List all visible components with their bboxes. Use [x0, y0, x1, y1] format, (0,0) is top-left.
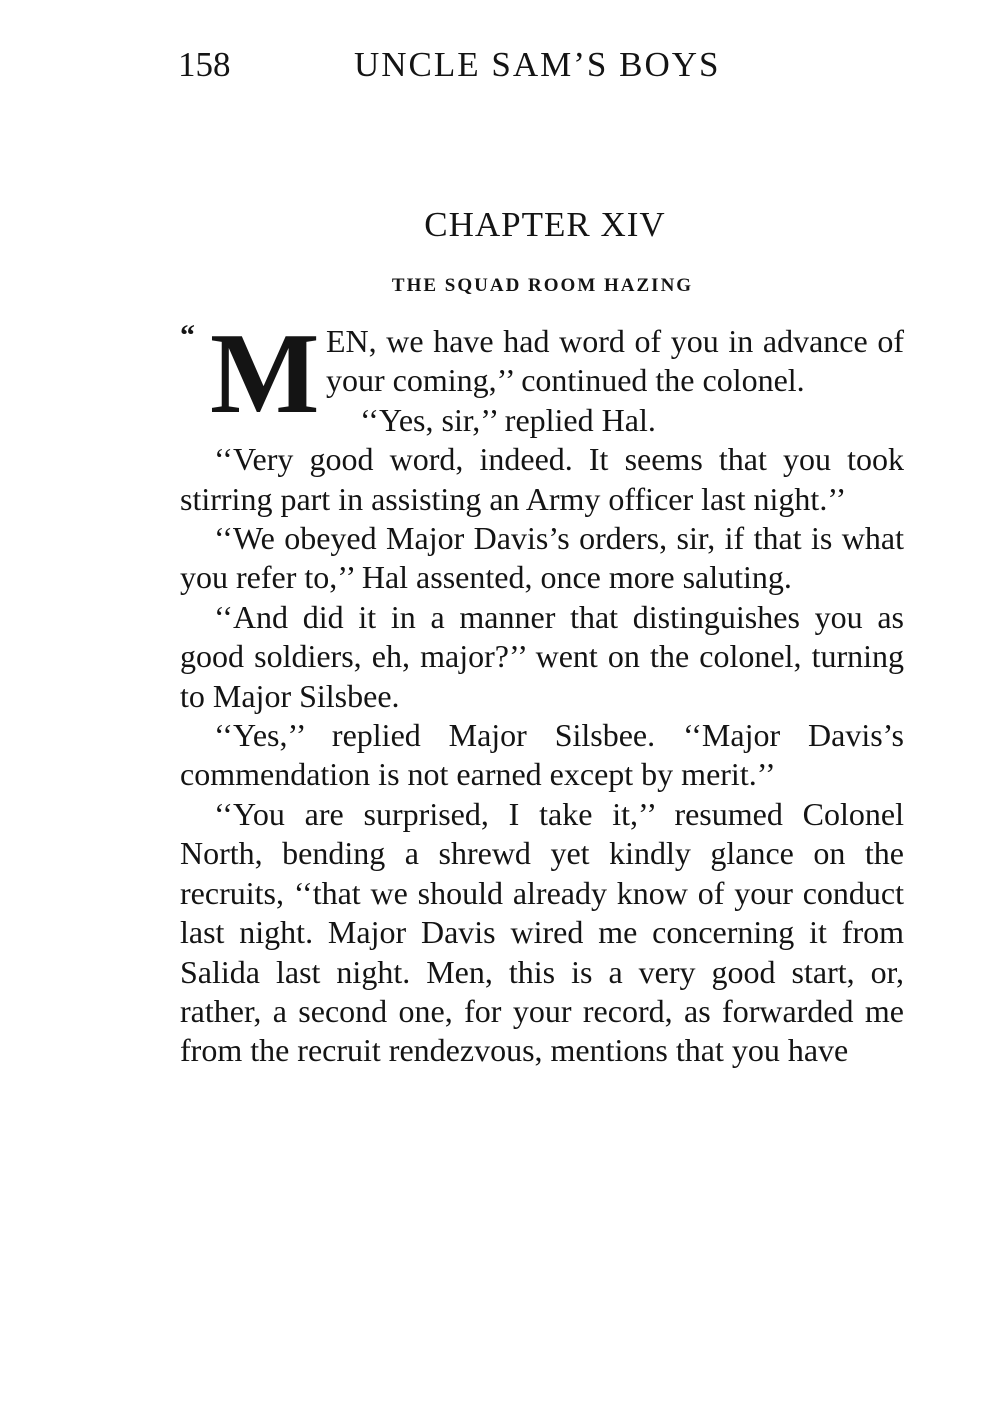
drop-cap-quote: “	[180, 319, 195, 352]
drop-cap	[180, 310, 326, 438]
paragraph: ‘‘We obeyed Major Davis’s orders, sir, if that is what you refer to,’’ Hal assented, once more saluting.	[180, 520, 904, 596]
body-text	[180, 310, 904, 1071]
running-title: UNCLE SAM’S BOYS	[354, 45, 721, 84]
page-number: 158	[178, 45, 231, 84]
paragraph: ‘‘You are surprised, I take it,’’ resumed Colonel North, bending a shrewd yet kindly glance on the recruits, ‘‘that we should already know of your conduct last night. Major Davis wired me concerning it from Salida last night. Men, this is a very good start, or, rather, a second one, for your record, as forwarded me from the recruit rendezvous, mentions that you have	[180, 795, 904, 1069]
paragraph: ‘‘And did it in a manner that distinguishes you as good soldiers, eh, major?’’ went on the colonel, turning to Major Silsbee.	[180, 598, 904, 714]
chapter-subtitle: THE SQUAD ROOM HAZING	[391, 275, 694, 296]
running-head	[178, 40, 904, 90]
opening-text: EN, we have had word of you in advance of your coming,’’ continued the colonel.	[326, 323, 904, 399]
paragraph: ‘‘Very good word, indeed. It seems that you took stirring part in assisting an Army officer last night.’’	[180, 441, 904, 517]
chapter-heading: CHAPTER XIV	[424, 205, 666, 244]
paragraph: ‘‘Yes, sir,’’ replied Hal.	[360, 401, 656, 438]
paragraph: ‘‘Yes,’’ replied Major Silsbee. ‘‘Major Davis’s commendation is not earned except by merit.’’	[180, 717, 904, 793]
drop-cap-letter: M	[210, 310, 320, 438]
